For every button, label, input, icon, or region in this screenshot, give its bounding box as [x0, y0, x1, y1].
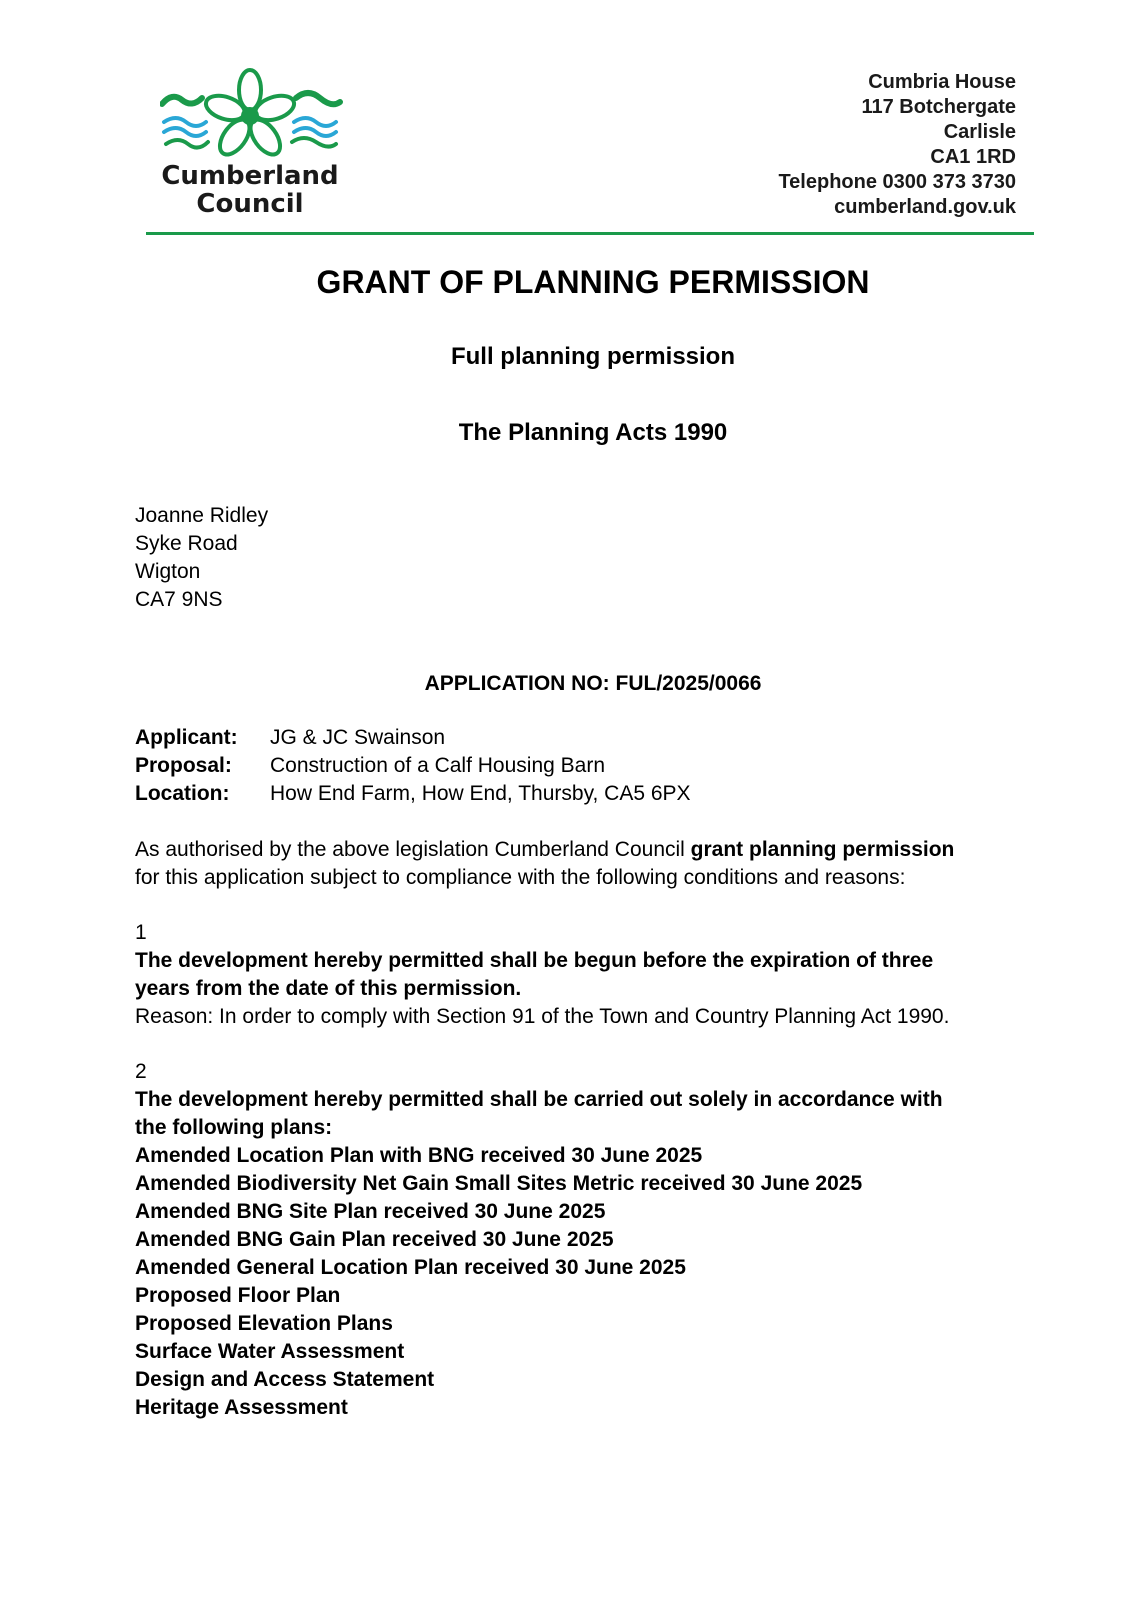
detail-label: Proposal:: [135, 754, 232, 777]
application-number: APPLICATION NO: FUL/2025/0066: [424, 672, 762, 695]
page-title: GRANT OF PLANNING PERMISSION: [316, 264, 870, 300]
logo-wordmark: [160, 162, 340, 218]
plan-item: Heritage Assessment: [135, 1396, 348, 1419]
recipient-line: Syke Road: [135, 532, 238, 555]
condition-number: 1: [135, 921, 147, 944]
address-line: 117 Botchergate: [861, 96, 1016, 118]
application-details: [135, 724, 691, 808]
recipient-line: Joanne Ridley: [135, 504, 269, 527]
condition-text: The development hereby permitted shall be carried out solely in accordance with: [135, 1088, 943, 1111]
plan-item: Proposed Floor Plan: [135, 1284, 341, 1307]
plan-item: Amended Biodiversity Net Gain Small Sites Metric received 30 June 2025: [135, 1172, 863, 1195]
detail-value: Construction of a Calf Housing Barn: [270, 754, 606, 777]
condition-reason: Reason: In order to comply with Section 91 of the Town and Country Planning Act 1990.: [135, 1005, 950, 1028]
plan-item: Proposed Elevation Plans: [135, 1312, 393, 1335]
condition-text: the following plans:: [135, 1116, 333, 1139]
recipient-line: CA7 9NS: [135, 588, 223, 611]
plan-item: Amended BNG Gain Plan received 30 June 2025: [135, 1228, 614, 1251]
header-divider: [146, 232, 1034, 235]
detail-value: JG & JC Swainson: [270, 726, 446, 749]
address-website: cumberland.gov.uk: [834, 196, 1016, 218]
detail-row-applicant: [135, 724, 691, 752]
detail-value: How End Farm, How End, Thursby, CA5 6PX: [270, 782, 691, 805]
plan-item: Amended BNG Site Plan received 30 June 2025: [135, 1200, 606, 1223]
address-telephone: Telephone 0300 373 3730: [778, 171, 1016, 193]
detail-row-location: [135, 780, 691, 808]
plan-item: Amended Location Plan with BNG received 30 June 2025: [135, 1144, 703, 1167]
council-address: [778, 70, 1016, 220]
detail-label: Applicant:: [135, 726, 238, 749]
condition-2: [135, 1058, 1035, 1422]
council-logo: [160, 66, 350, 226]
condition-text: The development hereby permitted shall be begun before the expiration of three: [135, 949, 934, 972]
legislation-title: The Planning Acts 1990: [458, 419, 728, 446]
address-line: CA1 1RD: [930, 146, 1016, 168]
detail-row-proposal: [135, 752, 691, 780]
plan-item: Amended General Location Plan received 30 June 2025: [135, 1256, 686, 1279]
plan-item: Surface Water Assessment: [135, 1340, 405, 1363]
intro-text: As authorised by the above legislation Cumberland Council: [135, 838, 691, 861]
flower-wave-icon: [160, 66, 350, 162]
authorisation-paragraph: [135, 836, 1035, 892]
plan-item: Design and Access Statement: [135, 1368, 435, 1391]
condition-number: 2: [135, 1060, 147, 1083]
intro-line-2: for this application subject to compliance with the following conditions and reasons:: [135, 866, 906, 889]
condition-text: years from the date of this permission.: [135, 977, 522, 1000]
permission-type: Full planning permission: [450, 343, 735, 370]
address-line: Carlisle: [943, 121, 1016, 143]
intro-emphasis: grant planning permission: [690, 838, 955, 861]
logo-line-1: Cumberland: [161, 161, 339, 191]
recipient-line: Wigton: [135, 560, 201, 583]
address-line: Cumbria House: [868, 71, 1016, 93]
intro-line-1: [135, 836, 1035, 864]
condition-1: [135, 919, 1035, 1031]
logo-line-2: Council: [196, 189, 304, 219]
detail-label: Location:: [135, 782, 230, 805]
recipient-address: [135, 502, 268, 614]
